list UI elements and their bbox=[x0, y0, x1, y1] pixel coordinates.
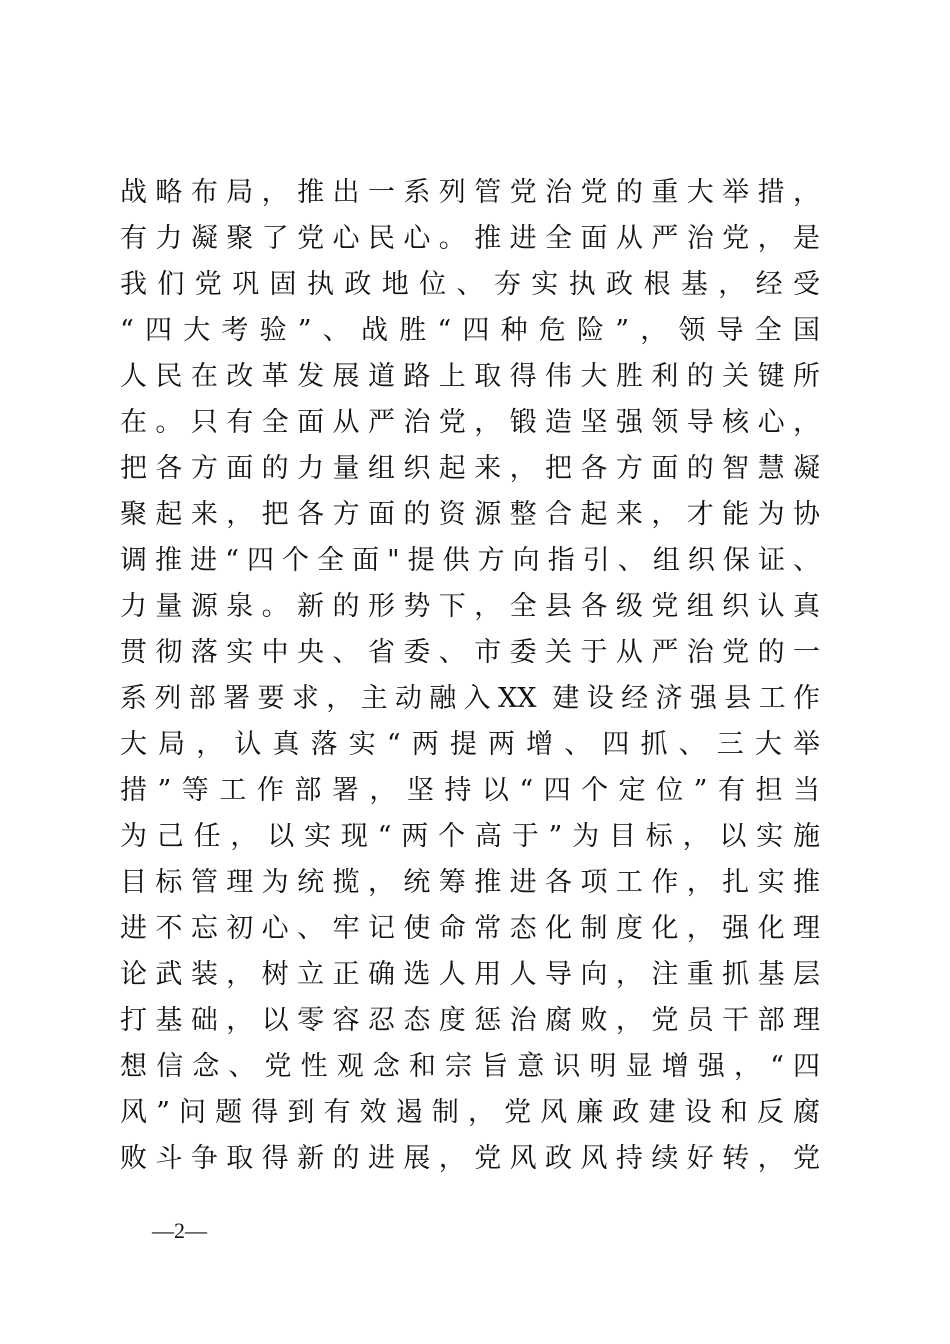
page-number: —2— bbox=[152, 1218, 207, 1243]
text-line: 为己任，以实现“两个高于”为目标，以实施 bbox=[120, 821, 820, 852]
text-line: 措”等工作部署，坚持以“四个定位”有担当 bbox=[120, 775, 820, 806]
text-line: 有力凝聚了党心民心。推进全面从严治党，是 bbox=[120, 223, 820, 254]
text-line: 力量源泉。新的形势下，全县各级党组织认真 bbox=[120, 591, 820, 622]
text-line: 把各方面的力量组织起来，把各方面的智慧凝 bbox=[120, 453, 820, 484]
text-line: 打基础，以零容忍态度惩治腐败，党员干部理 bbox=[120, 1005, 820, 1036]
text-line: 论武装，树立正确选人用人导向，注重抓基层 bbox=[120, 959, 820, 990]
text-line: 贯彻落实中央、省委、市委关于从严治党的一 bbox=[120, 637, 820, 668]
text-line: 人民在改革发展道路上取得伟大胜利的关键所 bbox=[120, 361, 820, 392]
text-line: 风”问题得到有效遏制，党风廉政建设和反腐 bbox=[120, 1097, 820, 1128]
text-line: 战略布局，推出一系列管党治党的重大举措， bbox=[120, 177, 820, 208]
text-line: 在。只有全面从严治党，锻造坚强领导核心， bbox=[120, 407, 820, 438]
text-line: 调推进“四个全面"提供方向指引、组织保证、 bbox=[120, 545, 820, 576]
text-line: 败斗争取得新的进展，党风政风持续好转，党 bbox=[120, 1143, 820, 1174]
text-line: 大局，认真落实“两提两增、四抓、三大举 bbox=[120, 729, 820, 760]
text-line: 系列部署要求，主动融入XX 建设经济强县工作 bbox=[120, 683, 820, 714]
text-line: “四大考验”、战胜“四种危险”，领导全国 bbox=[120, 315, 820, 346]
body-text bbox=[120, 170, 820, 1182]
text-line: 聚起来，把各方面的资源整合起来，才能为协 bbox=[120, 499, 820, 530]
text-line: 目标管理为统揽，统筹推进各项工作，扎实推 bbox=[120, 867, 820, 898]
text-line: 我们党巩固执政地位、夯实执政根基，经受 bbox=[120, 269, 820, 300]
text-line: 想信念、党性观念和宗旨意识明显增强，“四 bbox=[120, 1051, 820, 1082]
text-line: 进不忘初心、牢记使命常态化制度化，强化理 bbox=[120, 913, 820, 944]
